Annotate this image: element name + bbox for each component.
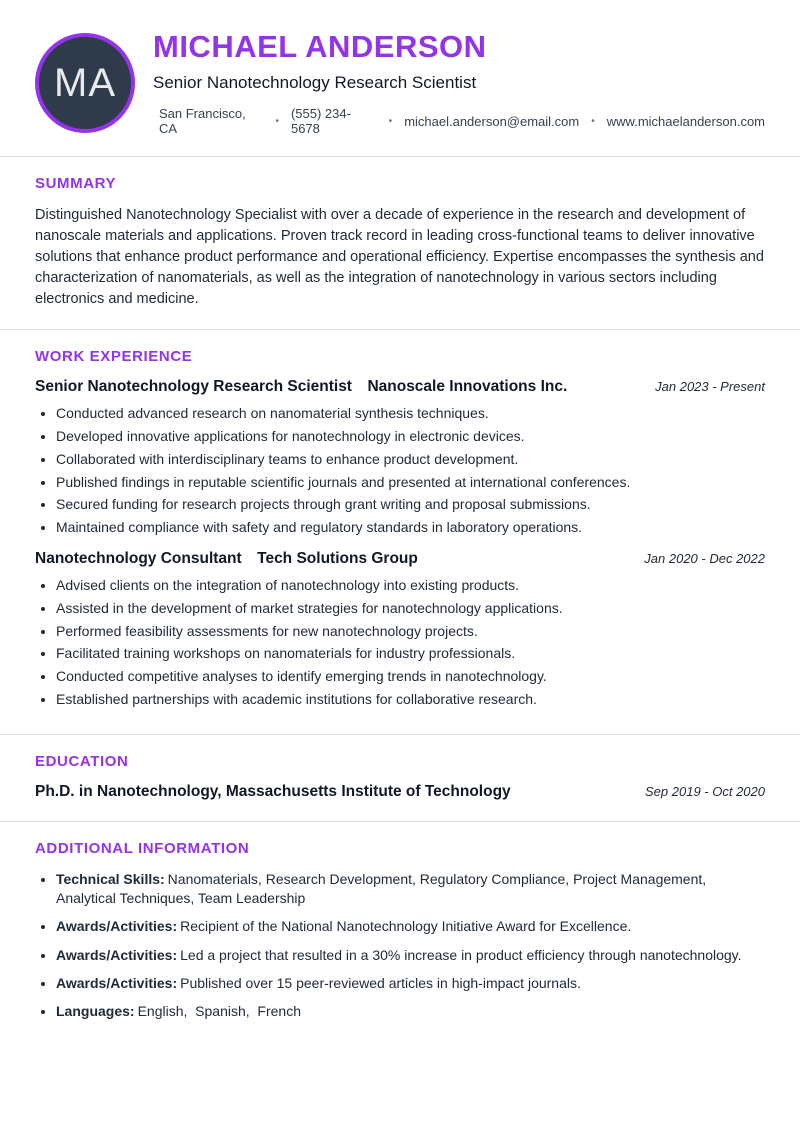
additional-information-section <box>0 822 800 1051</box>
info-text: Led a project that resulted in a 30% increase in product efficiency through nanotechnology. <box>180 946 742 963</box>
info-text: Recipient of the National Nanotechnology Initiative Award for Excellence. <box>180 918 632 935</box>
info-text: English, Spanish, French <box>137 1003 301 1020</box>
header-text <box>153 30 765 136</box>
info-label: Awards/Activities: <box>56 918 178 935</box>
info-item <box>56 870 765 909</box>
info-label: Languages: <box>56 1003 135 1020</box>
education-dates: Sep 2019 - Oct 2020 <box>645 783 765 799</box>
job-role: Nanotechnology Consultant <box>35 550 242 568</box>
bullet-separator-icon: • <box>388 115 393 127</box>
job-bullet-list <box>35 577 765 708</box>
education-degree: Ph.D. in Nanotechnology, Massachusetts Institute of Technology <box>35 782 511 800</box>
avatar <box>35 33 135 133</box>
info-text: Published over 15 peer-reviewed articles in high-impact journals. <box>180 974 581 991</box>
bullet-item: • Performed feasibility assessments for new nanotechnology projects. <box>56 623 765 640</box>
bullet-item: • Published findings in reputable scientific journals and presented at international conferences. <box>56 474 765 491</box>
additional-information-heading: ADDITIONAL INFORMATION <box>35 839 250 857</box>
info-label: Awards/Activities: <box>56 946 178 963</box>
info-text: Nanomaterials, Research Development, Regulatory Compliance, Project Management, Analytical Techniques, Team Leadership <box>56 870 710 906</box>
bullet-item: • Advised clients on the integration of nanotechnology into existing products. <box>56 577 765 594</box>
resume-header <box>0 30 800 156</box>
contact-row <box>159 106 765 136</box>
bullet-item: • Maintained compliance with safety and regulatory standards in laboratory operations. <box>56 519 765 536</box>
contact-phone: (555) 234-5678 <box>290 106 351 137</box>
job-titles <box>35 550 418 568</box>
info-label: Awards/Activities: <box>56 974 178 991</box>
candidate-headline: Senior Nanotechnology Research Scientist <box>153 73 477 93</box>
education-heading: EDUCATION <box>35 752 129 770</box>
additional-info-list <box>35 870 765 1022</box>
job-dates: Jan 2020 - Dec 2022 <box>644 551 765 567</box>
bullet-separator-icon: • <box>275 115 279 127</box>
bullet-item: • Established partnerships with academic institutions for collaborative research. <box>56 691 765 708</box>
education-section <box>0 735 800 821</box>
bullet-item: • Assisted in the development of market strategies for nanotechnology applications. <box>56 600 765 617</box>
summary-heading: SUMMARY <box>35 175 117 193</box>
contact-location: San Francisco, CA <box>159 106 246 137</box>
job-header <box>35 550 765 568</box>
info-item <box>56 974 765 993</box>
bullet-item: • Facilitated training workshops on nanomaterials for industry professionals. <box>56 645 765 662</box>
info-item <box>56 917 765 936</box>
job-entry <box>35 550 765 708</box>
info-item <box>56 1002 765 1021</box>
info-label: Technical Skills: <box>56 870 165 887</box>
candidate-name: MICHAEL ANDERSON <box>153 29 487 64</box>
contact-website: www.michaelanderson.com <box>606 113 765 129</box>
bullet-item: • Conducted advanced research on nanomaterial synthesis techniques. <box>56 405 765 422</box>
bullet-item: • Conducted competitive analyses to identify emerging trends in nanotechnology. <box>56 668 765 685</box>
bullet-item: • Secured funding for research projects through grant writing and proposal submissions. <box>56 496 765 513</box>
bullet-separator-icon: • <box>591 115 595 127</box>
job-header <box>35 378 765 396</box>
work-experience-section <box>0 330 800 733</box>
job-entry <box>35 378 765 536</box>
contact-email: michael.anderson@email.com <box>404 113 580 129</box>
bullet-item: • Collaborated with interdisciplinary teams to enhance product development. <box>56 451 765 468</box>
job-role: Senior Nanotechnology Research Scientist <box>35 378 352 396</box>
job-bullet-list <box>35 405 765 536</box>
summary-text: Distinguished Nanotechnology Specialist with over a decade of experience in the research and development of nanoscale materials and applications. Proven track record in leading cross-functional teams to deliver innovative solutions that enhance product performance and operational efficiency. Expertise encompasses the synthesis and characterization of nanomaterials, as well as the integration of nanotechnology in various sectors including electronics and medicine. <box>35 207 764 307</box>
avatar-initials: MA <box>54 60 116 105</box>
job-company: Tech Solutions Group <box>257 550 418 568</box>
job-company: Nanoscale Innovations Inc. <box>367 378 568 396</box>
work-experience-heading: WORK EXPERIENCE <box>35 348 193 366</box>
bullet-item: • Developed innovative applications for nanotechnology in electronic devices. <box>56 428 765 445</box>
summary-section <box>0 157 800 329</box>
education-entry <box>35 783 765 801</box>
info-item <box>56 946 765 965</box>
job-dates: Jan 2023 - Present <box>655 379 765 395</box>
job-titles <box>35 378 567 396</box>
